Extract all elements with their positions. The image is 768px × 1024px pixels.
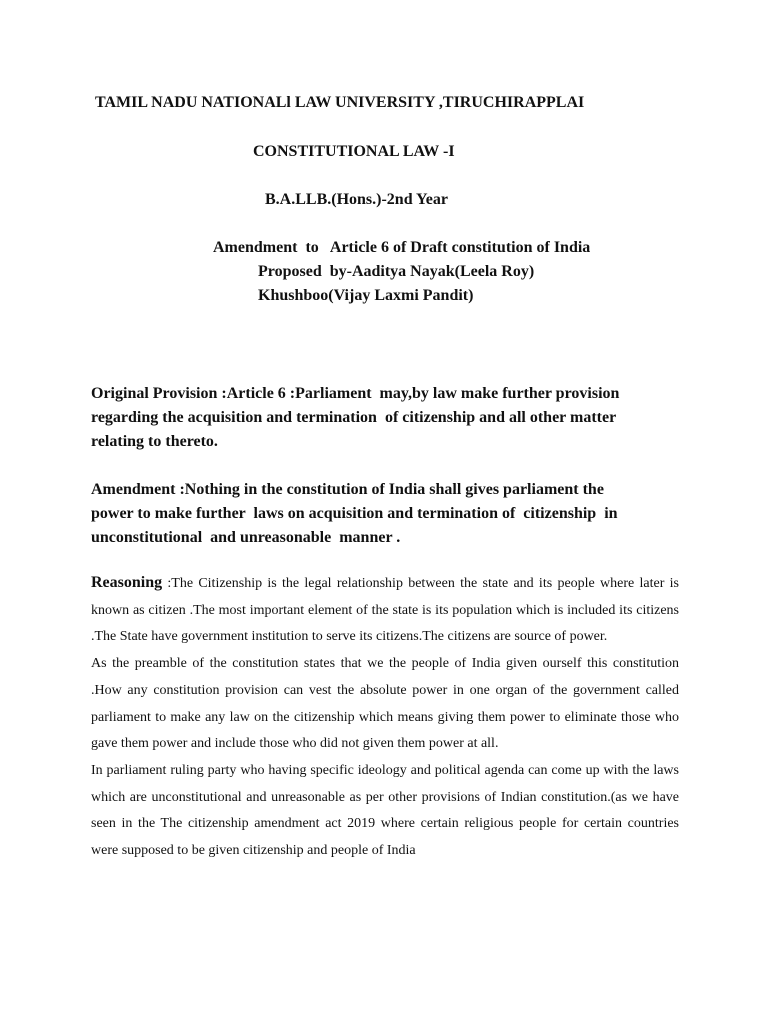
original-provision-line: Original Provision :Article 6 :Parliament may,by law make further provision bbox=[91, 385, 620, 402]
amendment-line: unconstitutional and unreasonable manner . bbox=[91, 529, 401, 546]
reasoning-paragraph: As the preamble of the constitution states that we the people of India given ourself this constitution .How any constitution provision can vest the absolute power in one organ of the government called parliament to make any law on the citizenship which means giving them power to eliminate those who gave them power and include those who did not given them power at all. bbox=[91, 656, 679, 752]
co-author: Khushboo(Vijay Laxmi Pandit) bbox=[258, 287, 474, 304]
reasoning-paragraph: In parliament ruling party who having specific ideology and political agenda can come up with the laws which are unconstitutional and unreasonable as per other provisions of Indian constitution.(as we have seen in the The citizenship amendment act 2019 where certain religious people for certain countries were supposed to be given citizenship and people of India bbox=[91, 762, 679, 859]
university-heading: TAMIL NADU NATIONALl LAW UNIVERSITY ,TIRUCHIRAPPLAI bbox=[95, 94, 585, 111]
course-heading: B.A.LLB.(Hons.)-2nd Year bbox=[265, 191, 448, 208]
amendment-title: Amendment to Article 6 of Draft constitution of India bbox=[213, 239, 591, 256]
original-provision-line: regarding the acquisition and termination of citizenship and all other matter bbox=[91, 409, 617, 426]
amendment-line: Amendment :Nothing in the constitution of India shall gives parliament the bbox=[91, 481, 604, 498]
reasoning-paragraph bbox=[91, 570, 679, 651]
reasoning-text: :The Citizenship is the legal relationship between the state and its people where later is known as citizen .The most important element of the state is its population which is included its citizens .The State have government institution to serve its citizens.The citizens are source of power. bbox=[91, 576, 679, 645]
amendment-text bbox=[91, 478, 681, 550]
original-provision-line: relating to thereto. bbox=[91, 433, 218, 450]
subject-heading: CONSTITUTIONAL LAW -I bbox=[253, 143, 455, 160]
reasoning-label: Reasoning bbox=[91, 574, 163, 591]
proposed-by: Proposed by-Aaditya Nayak(Leela Roy) bbox=[258, 263, 535, 280]
original-provision bbox=[91, 382, 681, 454]
reasoning-section bbox=[91, 570, 679, 865]
amendment-line: power to make further laws on acquisition and termination of citizenship in bbox=[91, 505, 618, 522]
